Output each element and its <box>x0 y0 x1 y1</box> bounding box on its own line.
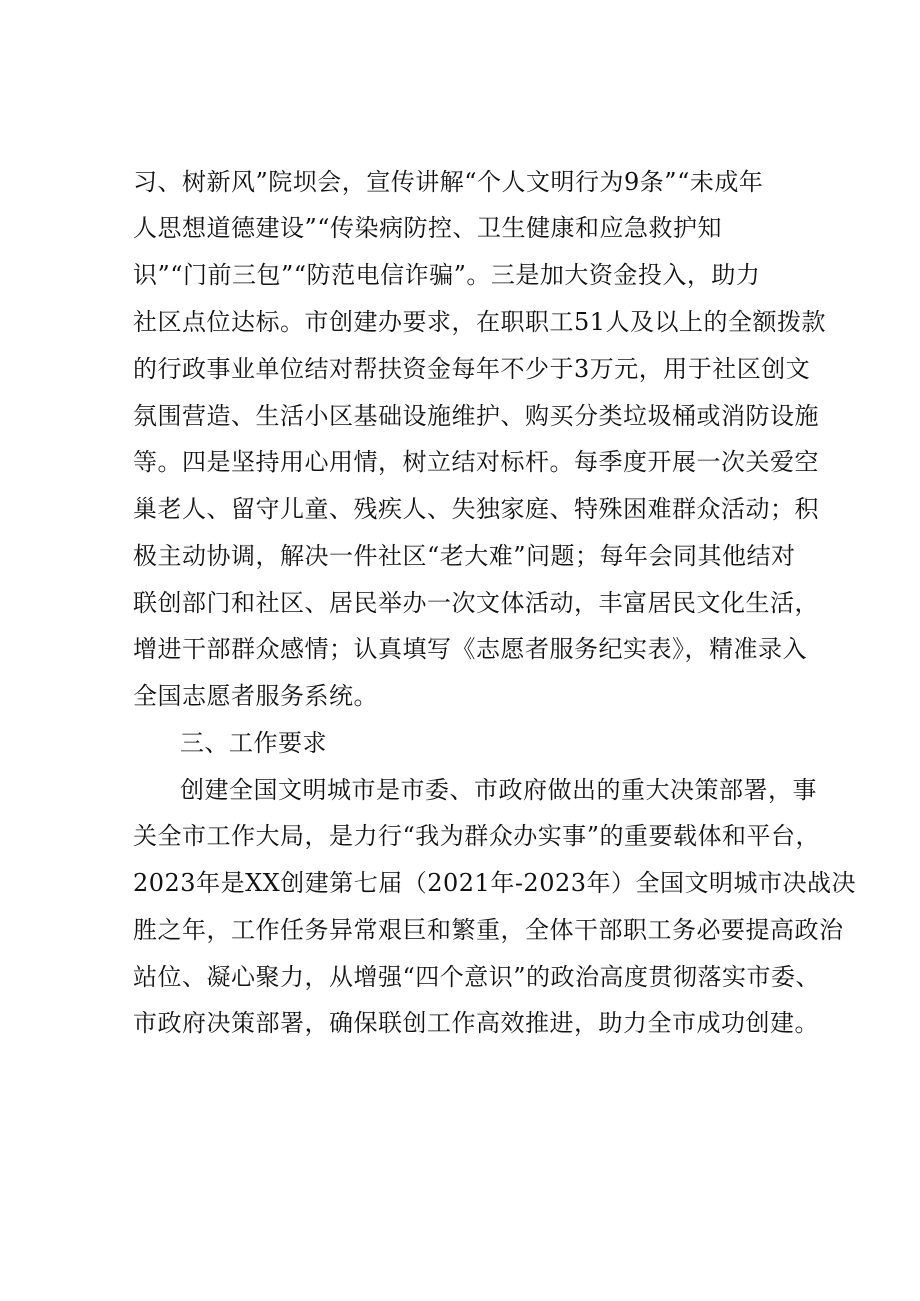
paragraph-line: 识”“门前三包”“防范电信诈骗”。三是加大资金投入，助力 <box>133 261 761 289</box>
section-heading: 三、工作要求 <box>180 729 327 757</box>
paragraph-line: 人思想道德建设”“传染病防控、卫生健康和应急救护知 <box>133 214 723 242</box>
paragraph-line: 极主动协调，解决一件社区“老大难”问题；每年会同其他结对 <box>133 542 796 570</box>
paragraph-line: 巢老人、留守儿童、残疾人、失独家庭、特殊困难群众活动；积 <box>133 495 819 523</box>
paragraph-line: 的行政事业单位结对帮扶资金每年不少于3万元，用于社区创文 <box>133 355 811 383</box>
paragraph-line: 胜之年，工作任务异常艰巨和繁重，全体干部职工务必要提高政治 <box>133 916 844 944</box>
paragraph-line: 创建全国文明城市是市委、市政府做出的重大决策部署，事 <box>180 776 817 804</box>
paragraph-line: 全国志愿者服务系统。 <box>133 682 378 710</box>
paragraph-line: 站位、凝心聚力，从增强“四个意识”的政治高度贯彻落实市委、 <box>133 963 821 991</box>
paragraph-line: 习、树新风”院坝会，宣传讲解“个人文明行为9条”“未成年 <box>133 168 764 196</box>
paragraph-line: 增进干部群众感情；认真填写《志愿者服务纪实表》，精准录入 <box>133 635 807 663</box>
paragraph-line: 市政府决策部署，确保联创工作高效推进，助力全市成功创建。 <box>133 1009 819 1037</box>
paragraph-line: 2023年是XX创建第七届（2021年-2023年）全国文明城市决战决 <box>133 869 857 897</box>
paragraph-line: 等。四是坚持用心用情，树立结对标杆。每季度开展一次关爱空 <box>133 448 819 476</box>
paragraph-line: 联创部门和社区、居民举办一次文体活动，丰富居民文化生活， <box>133 589 819 617</box>
paragraph-line: 社区点位达标。市创建办要求，在职职工51人及以上的全额拨款 <box>133 308 827 336</box>
paragraph-line: 氛围营造、生活小区基础设施维护、购买分类垃圾桶或消防设施 <box>133 402 819 430</box>
paragraph-line: 关全市工作大局，是力行“我为群众办实事”的重要载体和平台， <box>133 822 821 850</box>
